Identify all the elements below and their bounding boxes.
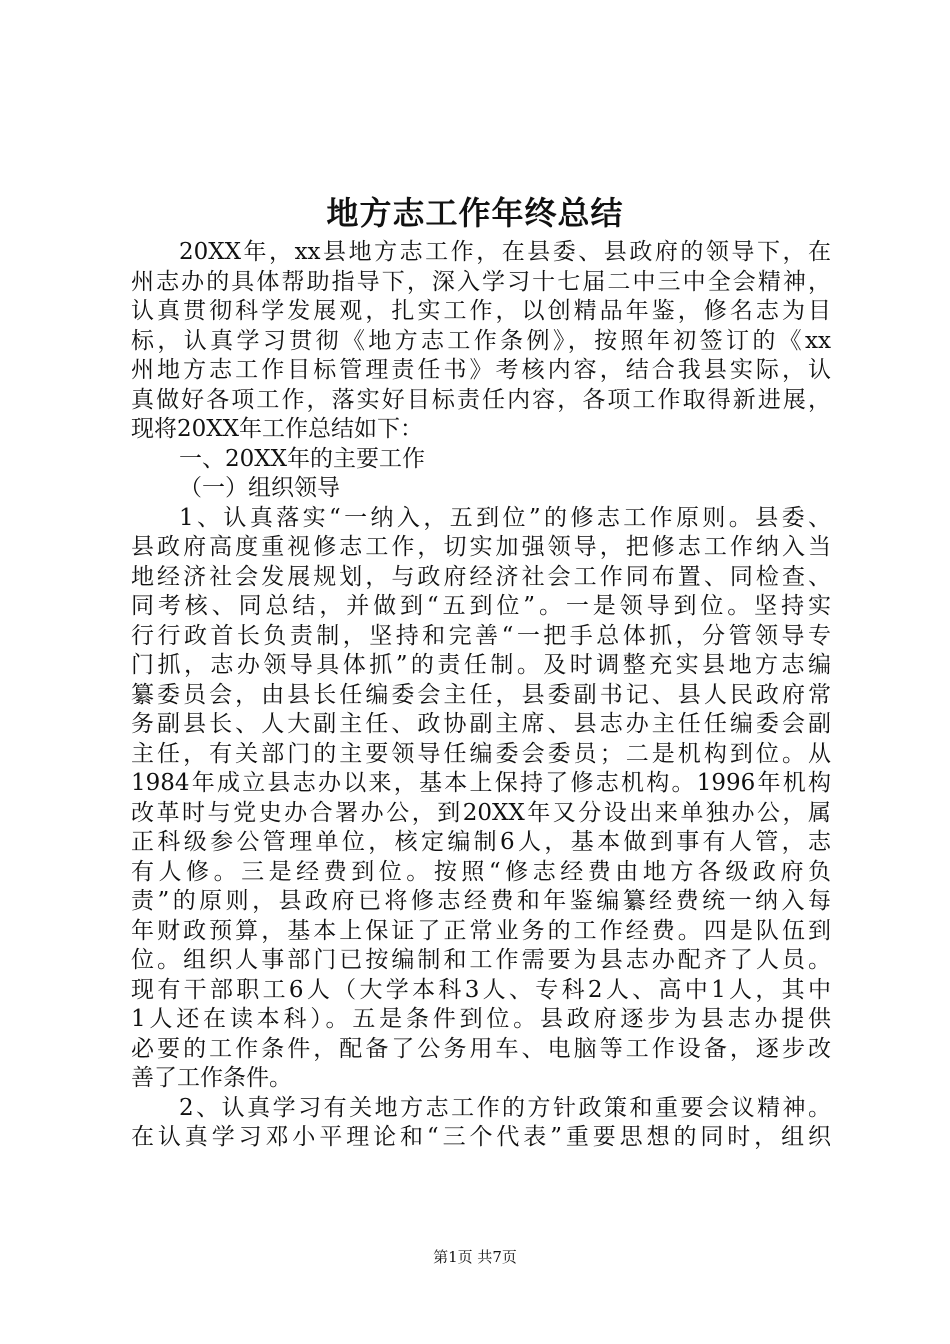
text-line: 一、20XX年的主要工作 <box>179 445 426 472</box>
document-title: 地方志工作年终总结 <box>326 194 624 232</box>
text-line: 在认真学习邓小平理论和“三个代表”重要思想的同时，组织 <box>131 1124 831 1150</box>
text-line: 年财政预算，基本上保证了正常业务的工作经费。四是队伍到 <box>131 917 831 944</box>
text-line: 地经济社会发展规划，与政府经济社会工作同布置、同检查、 <box>131 563 831 590</box>
text-line: （一）组织领导 <box>179 475 340 501</box>
text-line: 主任，有关部门的主要领导任编委会委员；二是机构到位。从 <box>131 740 831 767</box>
text-line: 州地方志工作目标管理责任书》考核内容，结合我县实际，认 <box>131 357 831 383</box>
text-line: 2、认真学习有关地方志工作的方针政策和重要会议精神。 <box>179 1094 831 1121</box>
text-line: 务副县长、人大副主任、政协副主席、县志办主任任编委会副 <box>131 711 831 737</box>
text-line: 县政府高度重视修志工作，切实加强领导，把修志工作纳入当 <box>131 534 831 560</box>
text-line: 20XX年，xx县地方志工作，在县委、县政府的领导下，在 <box>179 239 831 265</box>
text-line: 真做好各项工作，落实好目标责任内容，各项工作取得新进展， <box>131 386 831 413</box>
text-line: 1、认真落实“一纳入，五到位”的修志工作原则。县委、 <box>179 504 831 531</box>
text-line: 认真贯彻科学发展观，扎实工作，以创精品年鉴，修名志为目 <box>131 298 831 324</box>
document-body <box>131 238 831 1153</box>
text-line: 改革时与党史办合署办公，到20XX年又分设出来单独办公，属 <box>131 799 831 826</box>
text-line: 正科级参公管理单位，核定编制6人，基本做到事有人管，志 <box>131 829 831 855</box>
text-line: 1984年成立县志办以来，基本上保持了修志机构。1996年机构 <box>131 770 831 796</box>
page-footer: 第1页 共7页 <box>433 1248 517 1266</box>
text-line: 责”的原则，县政府已将修志经费和年鉴编纂经费统一纳入每 <box>131 888 831 914</box>
text-line: 1人还在读本科）。五是条件到位。县政府逐步为县志办提供 <box>131 1006 831 1032</box>
text-line: 位。组织人事部门已按编制和工作需要为县志办配齐了人员。 <box>131 947 831 973</box>
text-line: 州志办的具体帮助指导下，深入学习十七届二中三中全会精神， <box>131 268 831 295</box>
text-line: 善了工作条件。 <box>131 1065 292 1091</box>
text-line: 行行政首长负责制，坚持和完善“一把手总体抓，分管领导专 <box>131 622 831 649</box>
text-line: 纂委员会，由县长任编委会主任，县委副书记、县人民政府常 <box>131 681 831 708</box>
text-line: 标，认真学习贯彻《地方志工作条例》，按照年初签订的《xx <box>131 327 831 354</box>
text-line: 必要的工作条件，配备了公务用车、电脑等工作设备，逐步改 <box>131 1035 831 1062</box>
text-line: 现将20XX年工作总结如下： <box>131 416 424 442</box>
text-line: 有人修。三是经费到位。按照“修志经费由地方各级政府负 <box>131 858 831 885</box>
text-line: 门抓，志办领导具体抓”的责任制。及时调整充实县地方志编 <box>131 652 831 678</box>
text-line: 同考核、同总结，并做到“五到位”。一是领导到位。坚持实 <box>131 593 831 619</box>
text-line: 现有干部职工6人（大学本科3人、专科2人、高中1人，其中 <box>131 976 831 1003</box>
